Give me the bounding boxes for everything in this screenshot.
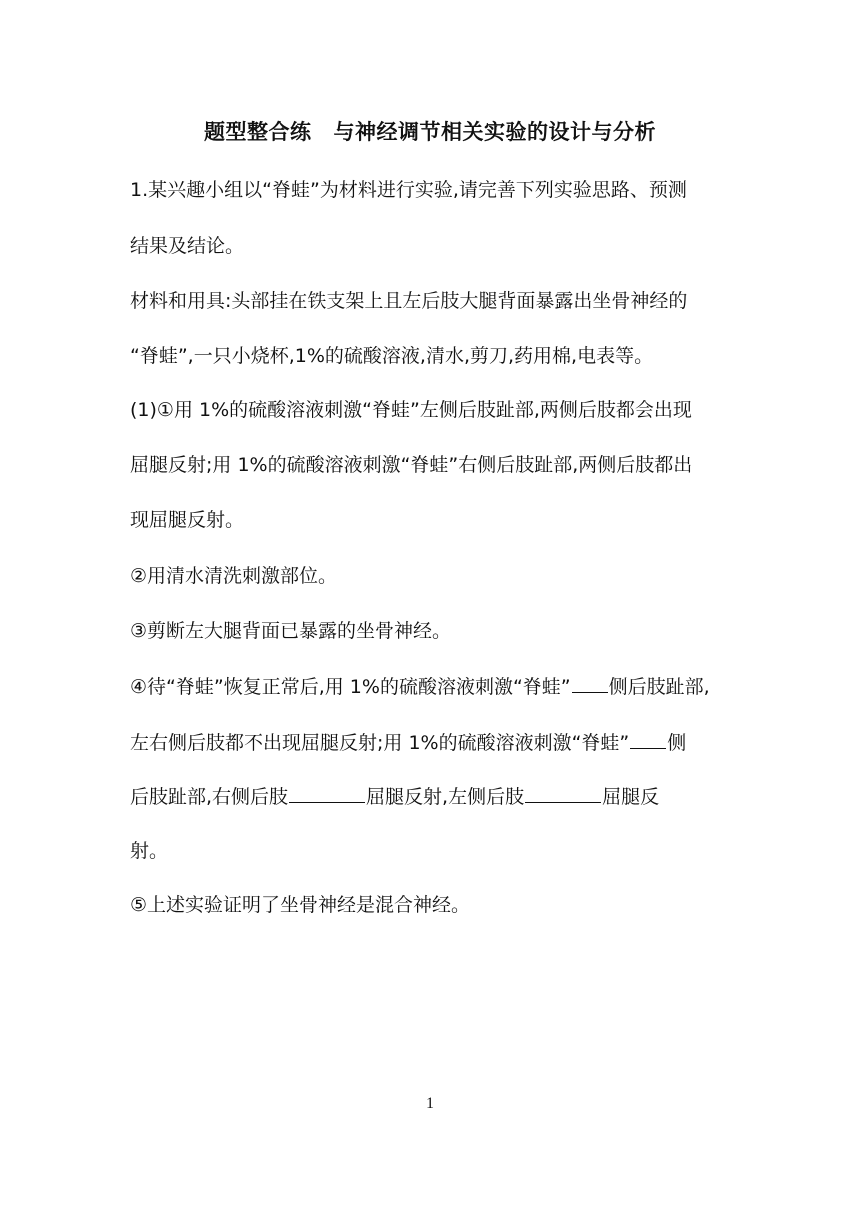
question-line-2: 结果及结论。 [130,235,245,257]
step4-text: 左右侧后肢都不出现屈腿反射;用 1%的硫酸溶液刺激“脊蛙” [130,732,630,754]
answer-blank-1[interactable] [572,672,608,693]
question-line-1: 1.某兴趣小组以“脊蛙”为材料进行实验,请完善下列实验思路、预测 [130,179,687,201]
step1-line-3: 现屈腿反射。 [130,509,245,531]
step4-text: 侧 [667,732,687,754]
step4-line-4: 射。 [130,840,169,862]
materials-line-2: “脊蛙”,一只小烧杯,1%的硫酸溶液,清水,剪刀,药用棉,电表等。 [130,345,654,367]
answer-blank-4[interactable] [525,782,601,803]
step4-text: 侧后肢趾部, [608,676,710,698]
step4-text: 屈腿反 [602,786,660,808]
materials-line-1: 材料和用具:头部挂在铁支架上且左后肢大腿背面暴露出坐骨神经的 [130,290,688,312]
step4-text: ④待“脊蛙”恢复正常后,用 1%的硫酸溶液刺激“脊蛙” [130,676,571,698]
step4-text: 后肢趾部,右侧后肢 [130,786,289,808]
title-label: 题型整合练 [204,120,312,144]
step4-line-2 [130,728,686,756]
answer-blank-2[interactable] [630,728,666,749]
step3-line: ③剪断左大腿背面已暴露的坐骨神经。 [130,620,452,642]
title-subject: 与神经调节相关实验的设计与分析 [333,120,656,144]
step5-line: ⑤上述实验证明了坐骨神经是混合神经。 [130,894,471,916]
page-title [0,117,860,147]
page-number: 1 [426,1095,434,1112]
step1-line-1: (1)①用 1%的硫酸溶液刺激“脊蛙”左侧后肢趾部,两侧后肢都会出现 [130,399,692,421]
step4-line-3 [130,782,659,810]
step4-line-1 [130,672,710,700]
step1-line-2: 屈腿反射;用 1%的硫酸溶液刺激“脊蛙”右侧后肢趾部,两侧后肢都出 [130,454,693,476]
step4-text: 屈腿反射,左侧后肢 [366,786,525,808]
step2-line: ②用清水清洗刺激部位。 [130,565,338,587]
answer-blank-3[interactable] [289,782,365,803]
